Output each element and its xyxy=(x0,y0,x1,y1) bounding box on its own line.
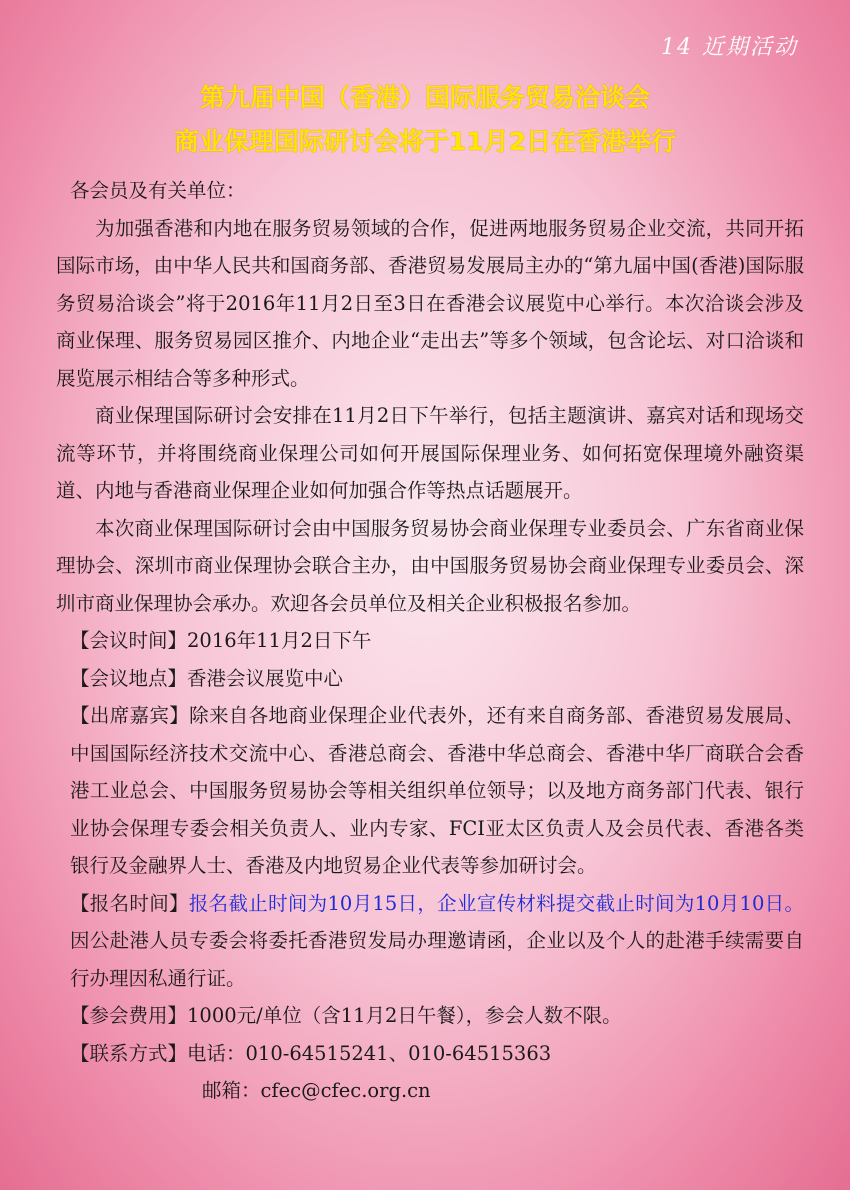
contact-phone: 电话：010-64515241、010-64515363 xyxy=(187,1041,552,1065)
fee xyxy=(56,997,804,1035)
registration-label: 【报名时间】 xyxy=(70,891,189,915)
salutation: 各会员及有关单位： xyxy=(70,179,246,202)
page-label: 14 近期活动 xyxy=(661,35,798,60)
fee-value: 1000元/单位（含11月2日午餐），参会人数不限。 xyxy=(187,1004,622,1027)
meeting-time xyxy=(56,622,804,660)
paragraph-organizers: 本次商业保理国际研讨会由中国服务贸易协会商业保理专业委员会、广东省商业保理协会、深圳市商业保理协会联合主办，由中国服务贸易协会商业保理专业委员会、深圳市商业保理协会承办。欢迎各会员单位及相关企业积极报名参加。 xyxy=(56,516,804,615)
registration-note: 因公赴港人员专委会将委托香港贸发局办理邀请函，企业以及个人的赴港手续需要自行办理因私通行证。 xyxy=(70,929,804,990)
meeting-place xyxy=(56,660,804,698)
article-body xyxy=(56,172,804,1110)
registration-deadline: 报名截止时间为10月15日，企业宣传材料提交截止时间为10月10日。 xyxy=(188,891,804,915)
paragraph-intro: 为加强香港和内地在服务贸易领域的合作，促进两地服务贸易企业交流，共同开拓国际市场，由中华人民共和国商务部、香港贸易发展局主办的“第九届中国(香港)国际服务贸易洽谈会”将于2016年11月2日至3日在香港会议展览中心举行。本次洽谈会涉及商业保理、服务贸易园区推介、内地企业“走出去”等多个领域，包含论坛、对口洽谈和展览展示相结合等多种形式。 xyxy=(56,216,804,390)
meeting-time-label: 【会议时间】 xyxy=(70,629,188,652)
contact-email: 邮箱：cfec@cfec.org.cn xyxy=(202,1079,431,1102)
fee-label: 【参会费用】 xyxy=(70,1004,188,1027)
title-line-1: 第九届中国（香港）国际服务贸易洽谈会 xyxy=(199,83,650,112)
guests-label: 【出席嘉宾】 xyxy=(70,704,190,727)
title-line-2: 商业保理国际研讨会将于11月2日在香港举行 xyxy=(173,127,677,156)
contact xyxy=(56,1035,804,1073)
contact-label: 【联系方式】 xyxy=(70,1041,188,1065)
meeting-time-value: 2016年11月2日下午 xyxy=(187,629,372,652)
guests-value: 除来自各地商业保理企业代表外，还有来自商务部、香港贸易发展局、中国国际经济技术交流中心、香港总商会、香港中华总商会、香港中华厂商联合会香港工业总会、中国服务贸易协会等相关组织单位领导；以及地方商务部门代表、银行业协会保理专委会相关负责人、业内专家、FCI亚太区负责人及会员代表、香港各类银行及金融界人士、香港及内地贸易企业代表等参加研讨会。 xyxy=(70,704,804,877)
paragraph-seminar: 商业保理国际研讨会安排在11月2日下午举行，包括主题演讲、嘉宾对话和现场交流等环节，并将围绕商业保理公司如何开展国际保理业务、如何拓宽保理境外融资渠道、内地与香港商业保理企业如何加强合作等热点话题展开。 xyxy=(56,404,804,502)
meeting-place-value: 香港会议展览中心 xyxy=(187,666,344,690)
registration xyxy=(56,885,804,998)
guests xyxy=(56,697,804,885)
meeting-place-label: 【会议地点】 xyxy=(70,666,188,690)
